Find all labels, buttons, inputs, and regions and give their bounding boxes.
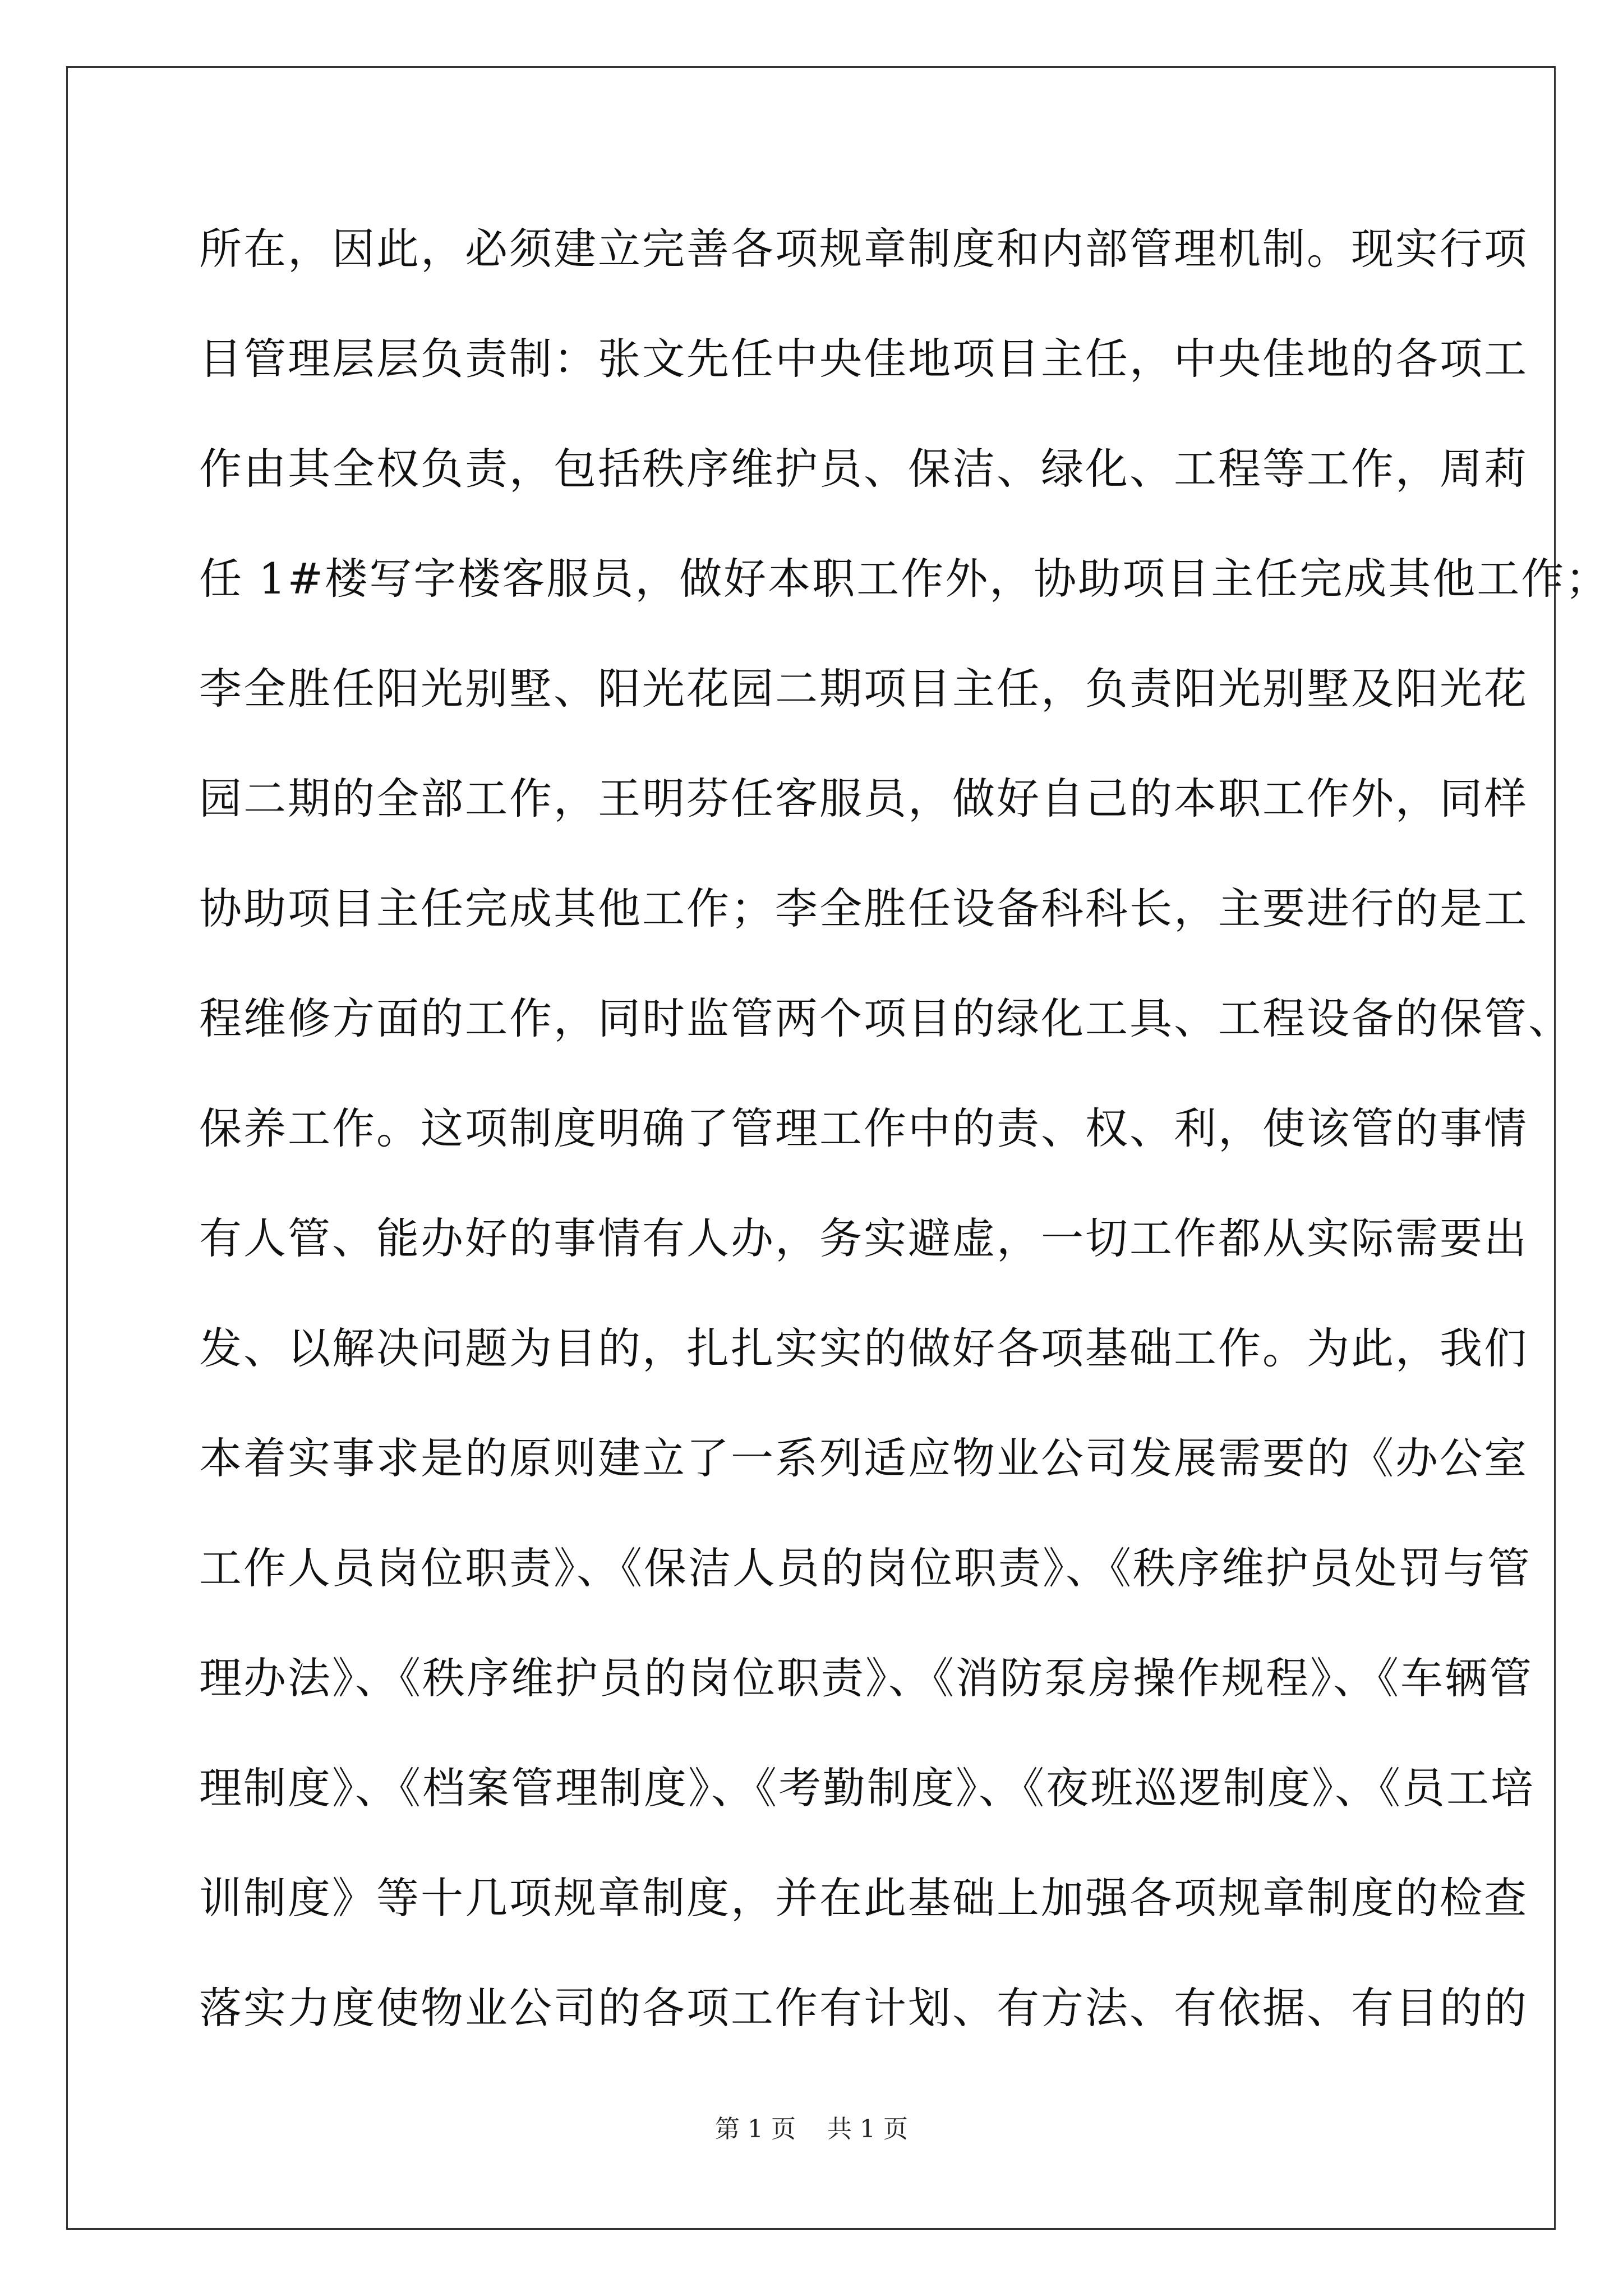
text-line-9: 保养工作。这项制度明确了管理工作中的责、权、利，使该管的事情 [199,1103,1528,1153]
text-line-11: 发、以解决问题为目的，扎扎实实的做好各项基础工作。为此，我们 [199,1323,1528,1373]
text-line-12: 本着实事求是的原则建立了一系列适应物业公司发展需要的《办公室 [199,1433,1528,1483]
text-line-4: 任 1#楼写字楼客服员，做好本职工作外，协助项目主任完成其他工作； [199,554,1610,604]
text-line-8: 程维修方面的工作，同时监管两个项目的绿化工具、工程设备的保管、 [199,993,1573,1043]
text-line-7: 协助项目主任完成其他工作；李全胜任设备科科长，主要进行的是工 [199,884,1528,933]
text-line-14: 理办法》、《秩序维护员的岗位职责》、《消防泵房操作规程》、《车辆管 [199,1653,1533,1703]
text-line-15: 理制度》、《档案管理制度》、《考勤制度》、《夜班巡逻制度》、《员工培 [199,1763,1535,1813]
text-line-6: 园二期的全部工作，王明芬任客服员，做好自己的本职工作外，同样 [199,774,1528,823]
text-line-16: 训制度》等十几项规章制度，并在此基础上加强各项规章制度的检查 [199,1873,1528,1923]
text-line-1: 所在，因此，必须建立完善各项规章制度和内部管理机制。现实行项 [199,224,1528,274]
page-number: 第 1 页 [715,2115,796,2143]
text-line-17: 落实力度使物业公司的各项工作有计划、有方法、有依据、有目的的 [199,1983,1528,2033]
text-line-2: 目管理层层负责制：张文先任中央佳地项目主任，中央佳地的各项工 [199,334,1528,384]
document-body [199,215,1610,2085]
text-line-5: 李全胜任阳光别墅、阳光花园二期项目主任，负责阳光别墅及阳光花 [199,664,1528,714]
page-count: 共 1 页 [827,2115,908,2143]
text-line-3: 作由其全权负责，包括秩序维护员、保洁、绿化、工程等工作，周莉 [199,444,1528,494]
text-line-13: 工作人员岗位职责》、《保洁人员的岗位职责》、《秩序维护员处罚与管 [199,1543,1532,1593]
text-line-10: 有人管、能办好的事情有人办，务实避虚，一切工作都从实际需要出 [199,1213,1528,1263]
page-footer [0,2113,1623,2146]
